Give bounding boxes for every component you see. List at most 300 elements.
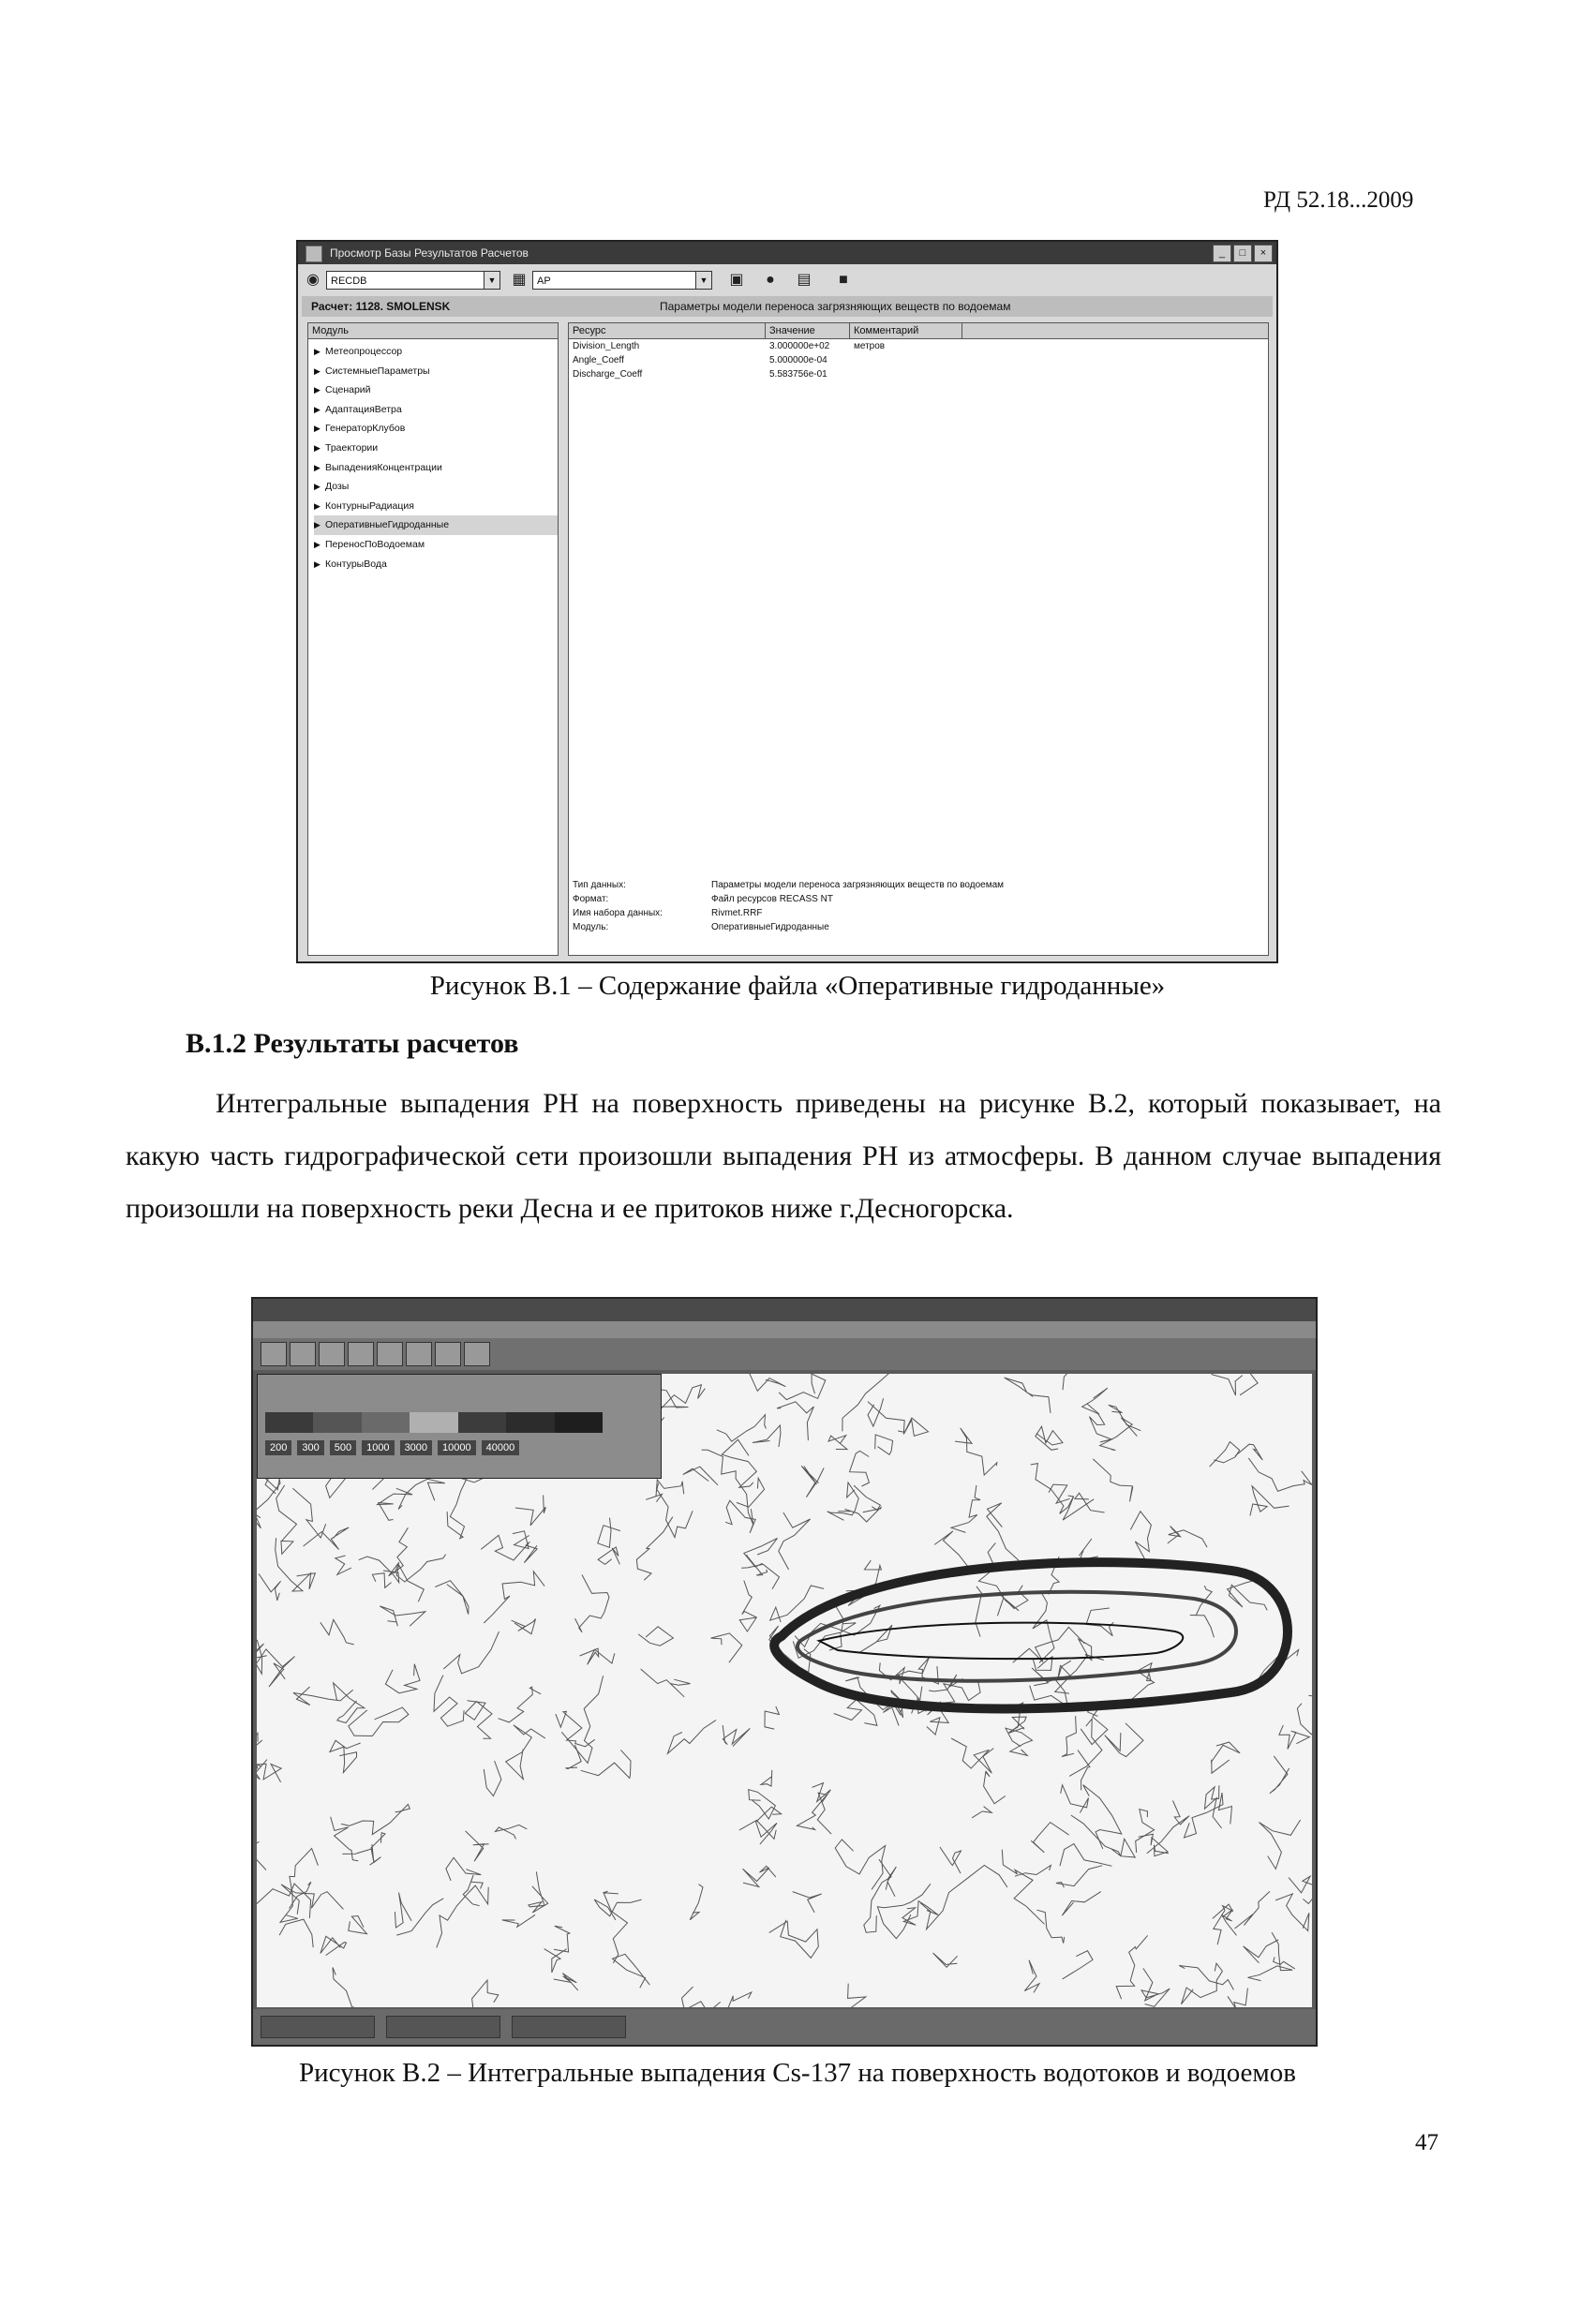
river-line bbox=[581, 1750, 631, 1778]
table-row[interactable]: Discharge_Coeff 5.583756e-01 bbox=[573, 369, 827, 380]
river-line bbox=[739, 1581, 756, 1632]
tool-button[interactable] bbox=[435, 1342, 461, 1366]
river-line bbox=[1036, 1426, 1063, 1450]
close-icon[interactable]: × bbox=[1254, 245, 1273, 262]
river-line bbox=[466, 1831, 489, 1861]
river-line bbox=[777, 1402, 813, 1440]
river-line bbox=[1015, 1865, 1051, 1876]
window-titlebar bbox=[298, 242, 1276, 264]
tool-button[interactable] bbox=[464, 1342, 490, 1366]
river-line bbox=[561, 1676, 603, 1763]
river-line bbox=[1248, 1932, 1293, 1981]
dataset-metadata bbox=[573, 878, 1004, 934]
river-line bbox=[920, 1866, 1007, 1929]
river-line bbox=[566, 1745, 582, 1769]
river-line bbox=[984, 1771, 1006, 1804]
river-line bbox=[801, 1466, 824, 1497]
meta-value: Файл ресурсов RECASS NT bbox=[711, 894, 833, 904]
river-line bbox=[646, 1480, 684, 1502]
expand-arrow-icon[interactable]: ▶ bbox=[314, 347, 320, 356]
river-line bbox=[1244, 1940, 1279, 1963]
river-line bbox=[749, 1790, 776, 1819]
river-line bbox=[1024, 1960, 1039, 1993]
meta-value: Параметры модели переноса загрязняющих веществ по водоемам bbox=[711, 880, 1005, 890]
legend-label: 40000 bbox=[482, 1440, 520, 1455]
expand-arrow-icon[interactable]: ▶ bbox=[314, 539, 320, 549]
river-line bbox=[1069, 1719, 1102, 1776]
river-line bbox=[657, 1483, 693, 1538]
river-line bbox=[769, 1920, 819, 1959]
river-line bbox=[575, 1575, 610, 1632]
module-list bbox=[308, 339, 558, 574]
river-line bbox=[484, 1572, 544, 1623]
river-line bbox=[1168, 1527, 1207, 1548]
river-line bbox=[359, 1557, 399, 1583]
map-toolbar bbox=[253, 1338, 1316, 1370]
river-line bbox=[472, 1980, 499, 2007]
river-line bbox=[446, 1857, 481, 1881]
expand-arrow-icon[interactable]: ▶ bbox=[314, 385, 320, 395]
refresh-icon[interactable]: ● bbox=[766, 272, 775, 288]
status-field bbox=[512, 2016, 626, 2038]
figure-caption-1: Рисунок В.1 – Содержание файла «Оперативные гидроданные» bbox=[429, 971, 1166, 1001]
river-line bbox=[723, 1725, 750, 1746]
tool-button[interactable] bbox=[406, 1342, 432, 1366]
river-line bbox=[750, 1374, 786, 1391]
river-line bbox=[1182, 1963, 1223, 2004]
river-line bbox=[638, 1627, 673, 1646]
river-line bbox=[484, 1761, 501, 1796]
river-line bbox=[598, 1518, 620, 1548]
river-line bbox=[385, 1664, 420, 1693]
river-line bbox=[276, 1485, 297, 1554]
status-bar bbox=[253, 2009, 1316, 2045]
print-icon[interactable]: ■ bbox=[839, 272, 848, 288]
module-label: Метеопроцессор bbox=[325, 346, 403, 357]
river-line bbox=[1063, 1951, 1093, 1979]
legend-label: 300 bbox=[297, 1440, 323, 1455]
expand-arrow-icon[interactable]: ▶ bbox=[314, 442, 320, 453]
river-line bbox=[951, 1738, 993, 1773]
river-line bbox=[828, 1436, 847, 1450]
river-line bbox=[437, 1885, 488, 1947]
tool-button[interactable] bbox=[290, 1342, 316, 1366]
database-icon[interactable]: ◉ bbox=[306, 272, 320, 288]
river-line bbox=[304, 1527, 350, 1550]
module-item[interactable] bbox=[314, 362, 558, 381]
resource-viewer-window bbox=[296, 240, 1278, 963]
river-line bbox=[1222, 1910, 1236, 1936]
river-line bbox=[1179, 1966, 1233, 1990]
river-line bbox=[1289, 1876, 1312, 1903]
status-field bbox=[261, 2016, 375, 2038]
river-line bbox=[554, 1926, 570, 1952]
module-item[interactable] bbox=[314, 342, 558, 362]
river-line bbox=[1036, 1910, 1064, 1943]
river-line bbox=[604, 1891, 628, 1963]
river-line bbox=[257, 1824, 266, 1870]
river-line bbox=[868, 1398, 884, 1426]
page-number: 47 bbox=[1415, 2130, 1438, 2155]
river-line bbox=[434, 1676, 464, 1727]
river-line bbox=[1270, 1756, 1289, 1794]
river-line bbox=[506, 1725, 545, 1780]
legend-swatch bbox=[313, 1412, 361, 1433]
module-label: КонтурныРадиация bbox=[325, 499, 414, 512]
expand-arrow-icon[interactable]: ▶ bbox=[314, 500, 320, 511]
module-item[interactable] bbox=[314, 497, 558, 516]
river-line bbox=[838, 1507, 881, 1522]
expand-arrow-icon[interactable]: ▶ bbox=[314, 559, 320, 569]
river-line bbox=[1141, 1968, 1170, 2006]
module-item[interactable] bbox=[314, 477, 558, 497]
table-row[interactable]: Angle_Coeff 5.000000e-04 bbox=[573, 355, 827, 365]
river-line bbox=[864, 1859, 891, 1932]
river-line bbox=[554, 1974, 578, 1990]
meta-key: Модуль: bbox=[573, 922, 609, 932]
river-line bbox=[1033, 1593, 1054, 1663]
module-label: ОперативныеГидроданные bbox=[325, 519, 450, 531]
river-line bbox=[972, 1807, 991, 1818]
river-line bbox=[1116, 1935, 1147, 1999]
river-line bbox=[293, 1687, 353, 1706]
deposition-contour-inner bbox=[798, 1592, 1236, 1681]
expand-arrow-icon[interactable]: ▶ bbox=[314, 365, 320, 376]
river-line bbox=[1105, 1723, 1143, 1757]
module-label: КонтурыВода bbox=[325, 558, 387, 570]
app-icon bbox=[306, 246, 322, 262]
toolbar bbox=[298, 266, 1276, 294]
column-header-value[interactable]: Значение bbox=[766, 323, 850, 338]
river-line bbox=[1083, 1785, 1122, 1849]
data-type-icon: ▦ bbox=[512, 272, 527, 288]
legend-label: 500 bbox=[330, 1440, 356, 1455]
river-line bbox=[1235, 1891, 1271, 1929]
river-line bbox=[1061, 1785, 1089, 1813]
window-title: Просмотр Базы Результатов Расчетов bbox=[330, 246, 529, 260]
module-label: Траектории bbox=[325, 441, 379, 454]
river-line bbox=[257, 1649, 295, 1687]
river-line bbox=[934, 1531, 972, 1572]
river-line bbox=[1204, 1374, 1243, 1395]
river-line bbox=[594, 1899, 641, 1920]
river-line bbox=[951, 1485, 980, 1533]
river-line bbox=[842, 1374, 912, 1431]
module-label: АдаптацияВетра bbox=[325, 403, 402, 415]
river-line bbox=[1228, 1989, 1247, 2007]
river-line bbox=[342, 1849, 380, 1865]
river-line bbox=[793, 1892, 822, 1913]
river-line bbox=[1082, 1388, 1108, 1414]
river-line bbox=[465, 1701, 492, 1738]
data-type-select[interactable]: AP ▼ bbox=[532, 271, 712, 290]
data-description: Параметры модели переноса загрязняющих веществ по водоемам bbox=[660, 300, 1011, 313]
river-line bbox=[711, 1633, 742, 1662]
status-field bbox=[386, 2016, 500, 2038]
river-line bbox=[1056, 1866, 1102, 1887]
expand-arrow-icon[interactable]: ▶ bbox=[314, 424, 320, 434]
module-tree bbox=[307, 322, 559, 956]
river-line bbox=[320, 1936, 347, 1955]
chevron-down-icon: ▼ bbox=[695, 272, 711, 289]
river-line bbox=[717, 1415, 767, 1442]
river-line bbox=[380, 1606, 425, 1626]
river-line bbox=[955, 1428, 997, 1475]
legend-swatch bbox=[458, 1412, 506, 1433]
river-line bbox=[502, 1914, 535, 1927]
river-line bbox=[512, 1619, 536, 1634]
river-line bbox=[743, 1866, 776, 1886]
river-line bbox=[580, 1648, 615, 1664]
river-line bbox=[690, 1885, 703, 1920]
meta-value: Rivmet.RRF bbox=[711, 908, 763, 918]
module-label: Сценарий bbox=[325, 384, 371, 396]
river-line bbox=[1147, 1801, 1189, 1854]
river-line bbox=[1001, 1586, 1028, 1609]
river-line bbox=[756, 1807, 782, 1844]
deposition-contour-outer bbox=[774, 1562, 1288, 1708]
river-line bbox=[1090, 1413, 1112, 1442]
legend-swatch bbox=[265, 1412, 313, 1433]
river-line bbox=[396, 1555, 445, 1602]
river-line bbox=[544, 1949, 567, 1973]
menu-bar bbox=[253, 1321, 1316, 1338]
river-line bbox=[1279, 1725, 1309, 1749]
river-line bbox=[1136, 1810, 1155, 1853]
river-line bbox=[850, 1451, 870, 1486]
legend-label: 3000 bbox=[400, 1440, 432, 1455]
river-line bbox=[682, 1987, 721, 2007]
module-item[interactable] bbox=[314, 555, 558, 574]
river-line bbox=[933, 1953, 958, 1967]
tool-button[interactable] bbox=[261, 1342, 287, 1366]
river-line bbox=[877, 1884, 931, 1938]
river-line bbox=[683, 1467, 718, 1485]
module-label: СистемныеПараметры bbox=[325, 365, 430, 377]
module-label: ПереносПоВодоемам bbox=[325, 538, 425, 550]
river-line bbox=[1100, 1418, 1138, 1451]
legend-label: 10000 bbox=[438, 1440, 476, 1455]
river-line bbox=[1079, 1539, 1098, 1560]
river-line bbox=[667, 1721, 716, 1754]
export-icon[interactable]: ▤ bbox=[797, 272, 812, 288]
river-line bbox=[257, 1751, 258, 1770]
module-item[interactable] bbox=[314, 380, 558, 400]
module-label: Дозы bbox=[325, 481, 350, 493]
river-line bbox=[1071, 1815, 1135, 1857]
river-line bbox=[292, 1488, 325, 1538]
river-line bbox=[1002, 1850, 1044, 1925]
legend-label: 200 bbox=[265, 1440, 291, 1455]
section-heading: В.1.2 Результаты расчетов bbox=[186, 1028, 519, 1059]
river-line bbox=[741, 1564, 779, 1589]
chevron-down-icon: ▼ bbox=[484, 272, 499, 289]
river-line bbox=[1259, 1820, 1300, 1869]
river-line bbox=[257, 1734, 262, 1750]
river-line bbox=[797, 1793, 831, 1834]
river-line bbox=[443, 1631, 499, 1674]
legend-color-bar bbox=[265, 1412, 603, 1433]
river-line bbox=[1210, 1442, 1240, 1467]
river-line bbox=[496, 1825, 528, 1839]
river-line bbox=[641, 1669, 691, 1697]
river-line bbox=[1062, 1716, 1076, 1756]
column-header-comment[interactable]: Комментарий bbox=[850, 323, 962, 338]
river-line bbox=[372, 1573, 391, 1588]
river-line bbox=[1063, 1374, 1089, 1390]
river-line bbox=[765, 1706, 779, 1729]
river-line bbox=[1109, 1405, 1141, 1430]
tool-button[interactable] bbox=[348, 1342, 374, 1366]
module-item[interactable] bbox=[314, 458, 558, 478]
expand-arrow-icon[interactable]: ▶ bbox=[314, 404, 320, 414]
river-line bbox=[279, 1919, 313, 1947]
river-line bbox=[1248, 1458, 1312, 1492]
info-bar bbox=[302, 296, 1273, 317]
river-line bbox=[1008, 1717, 1026, 1733]
maximize-icon[interactable]: □ bbox=[1233, 245, 1252, 262]
legend-labels bbox=[265, 1440, 519, 1455]
river-line bbox=[1190, 1586, 1215, 1637]
river-line bbox=[779, 1512, 811, 1570]
river-line bbox=[281, 1885, 343, 1914]
river-line bbox=[349, 1707, 409, 1736]
river-line bbox=[1062, 1892, 1101, 1916]
module-item[interactable] bbox=[314, 535, 558, 555]
river-line bbox=[598, 1547, 619, 1565]
river-line bbox=[259, 1574, 281, 1601]
river-line bbox=[613, 1954, 650, 1988]
river-line bbox=[341, 1804, 410, 1834]
tool-button[interactable] bbox=[319, 1342, 345, 1366]
river-line bbox=[868, 1402, 929, 1437]
river-line bbox=[395, 1893, 411, 1928]
calculation-label: Расчет: 1128. SMOLENSK bbox=[311, 300, 451, 313]
river-line bbox=[704, 1992, 752, 2007]
column-header-resource[interactable]: Ресурс bbox=[569, 323, 766, 338]
river-line bbox=[722, 1439, 756, 1487]
river-line bbox=[1213, 1904, 1233, 1944]
river-line bbox=[333, 1968, 353, 2008]
river-line bbox=[1240, 1374, 1270, 1395]
river-line bbox=[848, 1984, 866, 2007]
river-line bbox=[1185, 1793, 1232, 1838]
river-line bbox=[827, 1482, 859, 1520]
expand-arrow-icon[interactable]: ▶ bbox=[314, 520, 320, 530]
river-line bbox=[1250, 1486, 1289, 1516]
map-viewer-window bbox=[251, 1297, 1318, 2047]
river-line bbox=[257, 1640, 267, 1674]
river-line bbox=[499, 1687, 542, 1722]
meta-key: Имя набора данных: bbox=[573, 908, 663, 918]
legend-swatch bbox=[506, 1412, 554, 1433]
table-header bbox=[569, 323, 1268, 339]
river-line bbox=[257, 1884, 311, 1918]
deposition-contour-core bbox=[819, 1623, 1183, 1660]
river-line bbox=[1274, 1957, 1295, 1969]
river-line bbox=[737, 1478, 765, 1507]
river-line bbox=[835, 1840, 886, 1889]
module-item[interactable] bbox=[314, 400, 558, 420]
figure-caption-2: Рисунок В.2 – Интегральные выпадения Cs-137 на поверхность водотоков и водоемов bbox=[299, 2058, 1296, 2088]
river-line bbox=[1031, 1823, 1068, 1853]
expand-arrow-icon[interactable]: ▶ bbox=[314, 462, 320, 472]
river-line bbox=[1031, 1464, 1074, 1514]
river-line bbox=[978, 1542, 1019, 1616]
river-line bbox=[725, 1500, 755, 1533]
river-line bbox=[940, 1847, 961, 1873]
river-line bbox=[257, 1760, 281, 1782]
river-line bbox=[320, 1619, 354, 1645]
river-line bbox=[1130, 1512, 1151, 1560]
module-column-header[interactable]: Модуль bbox=[308, 323, 558, 339]
legend-swatch bbox=[555, 1412, 603, 1433]
meta-value: ОперативныеГидроданные bbox=[711, 922, 829, 932]
river-line bbox=[1139, 1834, 1169, 1855]
river-line bbox=[349, 1916, 367, 1934]
table-row[interactable]: Division_Length 3.000000e+02 метров bbox=[573, 341, 886, 351]
database-select[interactable]: RECDB ▼ bbox=[326, 271, 500, 290]
meta-key: Тип данных: bbox=[573, 880, 626, 890]
expand-arrow-icon[interactable]: ▶ bbox=[314, 482, 320, 492]
legend-swatch bbox=[410, 1412, 457, 1433]
river-line bbox=[396, 1899, 443, 1935]
river-line bbox=[280, 1849, 318, 1923]
river-line bbox=[761, 1770, 772, 1786]
river-line bbox=[447, 1472, 468, 1539]
river-line bbox=[435, 1581, 469, 1615]
legend-label: 1000 bbox=[362, 1440, 394, 1455]
river-line bbox=[1005, 1378, 1051, 1413]
module-item[interactable] bbox=[314, 419, 558, 439]
river-line bbox=[515, 1496, 545, 1526]
river-line bbox=[1093, 1459, 1133, 1502]
legend-swatch bbox=[362, 1412, 410, 1433]
tool-button[interactable] bbox=[377, 1342, 403, 1366]
river-line bbox=[1297, 1695, 1312, 1735]
module-item[interactable] bbox=[314, 439, 558, 458]
river-line bbox=[987, 1503, 1019, 1560]
river-line bbox=[1060, 1844, 1112, 1867]
meta-key: Формат: bbox=[573, 894, 609, 904]
module-item[interactable] bbox=[314, 515, 558, 535]
document-code: РД 52.18...2009 bbox=[1263, 187, 1414, 213]
deposition-legend bbox=[257, 1374, 662, 1479]
window-titlebar bbox=[253, 1299, 1316, 1321]
river-line bbox=[879, 1662, 921, 1700]
river-line bbox=[330, 1740, 361, 1772]
river-line bbox=[529, 1871, 548, 1913]
module-label: ГенераторКлубов bbox=[325, 423, 406, 435]
open-icon[interactable]: ▣ bbox=[729, 272, 744, 288]
body-paragraph: Интегральные выпадения РН на поверхность приведены на рисунке В.2, который показывает, на какую часть гидрографической сети произошли выпадения РН из атмосферы. В данном случае выпадения произошли на поверхность реки Десна и ее притоков ниже г.Десногорска. bbox=[126, 1088, 1441, 1224]
river-line bbox=[812, 1783, 831, 1803]
river-line bbox=[636, 1517, 672, 1581]
river-line bbox=[739, 1820, 776, 1839]
module-label: ВыпаденияКонцентрации bbox=[325, 461, 442, 473]
river-line bbox=[335, 1556, 351, 1574]
minimize-icon[interactable]: _ bbox=[1213, 245, 1231, 262]
river-line bbox=[753, 1425, 781, 1447]
river-line bbox=[1235, 1444, 1262, 1460]
river-line bbox=[1086, 1608, 1113, 1636]
river-line bbox=[875, 1435, 893, 1454]
river-line bbox=[744, 1539, 778, 1568]
resource-table bbox=[568, 322, 1269, 956]
river-line bbox=[779, 1374, 826, 1400]
river-line bbox=[1212, 1742, 1241, 1773]
river-line bbox=[463, 1875, 483, 1906]
